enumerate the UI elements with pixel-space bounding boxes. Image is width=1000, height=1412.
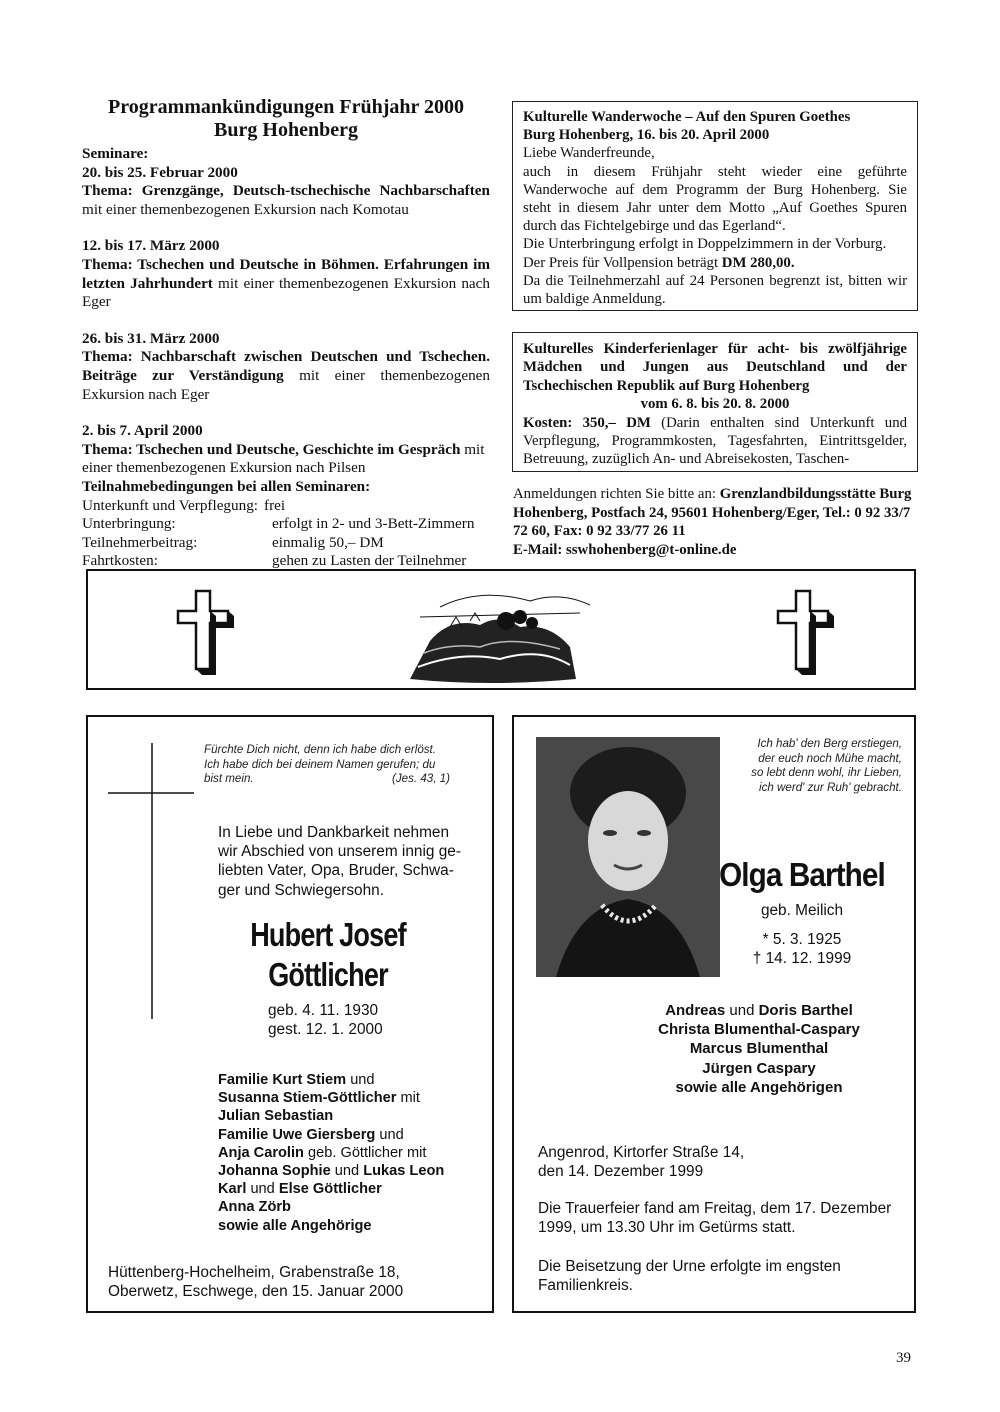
hiking-week-accommodation: Die Unterbringung erfolgt in Doppelzimmern in der Vorburg. bbox=[523, 236, 887, 253]
deceased-name: Olga Barthel bbox=[719, 856, 885, 893]
cross-icon bbox=[778, 591, 834, 675]
conditions-heading: Teilnahmebedingungen bei allen Seminaren: bbox=[82, 477, 371, 495]
seminar-1-theme: Thema: Grenzgänge, Deutsch-tschechische Nachbarschaften mit einer themenbezogenen Exkursion nach Komotau bbox=[82, 182, 490, 218]
hiking-week-box bbox=[512, 101, 918, 311]
obituary-barthel bbox=[512, 715, 916, 1313]
program-subtitle: Burg Hohenberg bbox=[214, 119, 358, 141]
bible-quote-ref: (Jes. 43, 1) bbox=[392, 772, 450, 786]
program-announcement bbox=[82, 96, 490, 571]
registration-address: Grenzlandbildungsstätte Burg Hohenberg, Postfach 24, 95601 Hohenberg/Eger, Tel.: 0 92 33/7 72 60, Fax: 0 92 33/77 26 11 bbox=[513, 486, 912, 540]
hiking-week-price: Der Preis für Vollpension beträgt DM 280,00. bbox=[523, 254, 795, 271]
seminar-3-date: 26. bis 31. März 2000 bbox=[82, 329, 220, 347]
seminar-2-theme: Thema: Tschechen und Deutsche in Böhmen. Erfahrungen im letzten Jahrhundert mit einer themenbezogenen Exkursion nach Eger bbox=[82, 255, 490, 311]
obituary-goettlicher bbox=[86, 715, 494, 1313]
funeral-note: Die Trauerfeier fand am Freitag, dem 17. Dezember 1999, um 13.30 Uhr im Getürms statt. bbox=[538, 1200, 892, 1237]
life-dates: geb. 4. 11. 1930 gest. 12. 1. 2000 bbox=[268, 1002, 383, 1039]
condition-row: Unterkunft und Verpflegung: frei bbox=[82, 496, 286, 514]
bible-quote: Fürchte Dich nicht, denn ich habe dich erlöst. Ich habe dich bei deinem Namen gerufen; du bist mein. (Jes. 43, 1) bbox=[204, 743, 450, 786]
hiking-week-text: auch in diesem Frühjahr steht wieder eine geführte Wanderwoche auf dem Programm der Burg Hohenberg. Sie steht in diesem Jahr unter dem Motto „Auf Goethes Spuren durch das Fichtelgebirge und das Egerland“. bbox=[523, 163, 907, 235]
seminar-3-theme: Thema: Nachbarschaft zwischen Deutschen und Tschechen. Beiträge zur Verständigung mit einer themenbezogenen Exkursion nach Eger bbox=[82, 348, 490, 403]
children-camp-costs: Kosten: 350,– DM (Darin enthalten sind Unterkunft und Verpflegung, Programmkosten, Tagesfahrten, Eintrittsgelder, Betreuung, zuzüglich An- und Abreisekosten, Taschen- bbox=[523, 414, 907, 468]
hiking-week-title: Kulturelle Wanderwoche – Auf den Spuren Goethes bbox=[523, 109, 851, 125]
memorial-banner bbox=[86, 569, 916, 690]
life-dates: geb. Meilich * 5. 3. 1925 † 14. 12. 1999 bbox=[752, 902, 852, 968]
deceased-name: Hubert Josef Göttlicher bbox=[250, 916, 406, 993]
children-camp-dates: vom 6. 8. bis 20. 8. 2000 bbox=[640, 396, 790, 413]
registration-lead: Anmeldungen richten Sie bitte an: bbox=[513, 486, 716, 502]
hiking-week-subtitle: Burg Hohenberg, 16. bis 20. April 2000 bbox=[523, 127, 770, 144]
hiking-week-limit: Da die Teilnehmerzahl auf 24 Personen begrenzt ist, bitten wir um baldige Anmeldung. bbox=[523, 272, 907, 308]
page-number: 39 bbox=[896, 1350, 911, 1366]
condition-row: Unterbringung: erfolgt in 2- und 3-Bett-Zimmern bbox=[82, 515, 475, 533]
seminar-2-date: 12. bis 17. März 2000 bbox=[82, 237, 220, 255]
registration-email: E-Mail: sswhohenberg@t-online.de bbox=[513, 541, 737, 558]
obituary-intro: In Liebe und Dankbarkeit nehmen wir Abschied von unserem innig ge- liebten Vater, Opa, Bruder, Schwa- ger und Schwiegersohn. bbox=[218, 824, 461, 899]
condition-row: Teilnehmerbeitrag: einmalig 50,– DM bbox=[82, 533, 384, 551]
obituary-place-date: Hüttenberg-Hochelheim, Grabenstraße 18, Oberwetz, Eschwege, den 15. Januar 2000 bbox=[108, 1264, 404, 1301]
children-camp-box bbox=[512, 332, 918, 472]
mourners-list: Andreas und Doris Barthel Christa Blumenthal-Caspary Marcus Blumenthal Jürgen Caspary sowie alle Angehörigen bbox=[658, 1002, 860, 1096]
landscape-engraving-icon bbox=[410, 595, 590, 683]
burial-note: Die Beisetzung der Urne erfolgte im engsten Familienkreis. bbox=[538, 1258, 841, 1295]
portrait-photo bbox=[536, 737, 720, 977]
obituary-place-date: Angenrod, Kirtorfer Straße 14, den 14. Dezember 1999 bbox=[538, 1144, 745, 1181]
seminar-4-theme: Thema: Tschechen und Deutsche, Geschichte im Gespräch mit einer themenbezogenen Exkursion nach Pilsen bbox=[82, 440, 485, 477]
cross-line-icon bbox=[106, 743, 196, 1023]
hiking-week-greeting: Liebe Wanderfreunde, bbox=[523, 145, 655, 162]
seminare-heading: Seminare: bbox=[82, 145, 149, 162]
seminar-4-date: 2. bis 7. April 2000 bbox=[82, 422, 203, 440]
registration-info bbox=[513, 485, 923, 559]
poem-quote: Ich hab' den Berg erstiegen, der euch noch Mühe macht, so lebt denn wohl, ihr Lieben, ich werd' zur Ruh' gebracht. bbox=[751, 737, 902, 794]
program-title: Programmankündigungen Frühjahr 2000 bbox=[108, 96, 464, 118]
cross-icon bbox=[178, 591, 234, 675]
seminar-1-date: 20. bis 25. Februar 2000 bbox=[82, 163, 238, 181]
children-camp-title: Kulturelles Kinderferienlager für acht- bis zwölfjährige Mädchen und Jungen aus Deutschland und der Tschechischen Republik auf Burg Hohenberg bbox=[523, 341, 907, 394]
condition-row: Fahrtkosten: gehen zu Lasten der Teilnehmer bbox=[82, 552, 467, 570]
memorial-banner-art bbox=[88, 571, 914, 688]
mourners-list: Familie Kurt Stiem und Susanna Stiem-Göttlicher mit Julian Sebastian Familie Uwe Giersberg und Anja Carolin geb. Göttlicher mit Johanna Sophie und Lukas Leon Karl und Else Göttlicher Anna Zörb sowie alle Angehörige bbox=[218, 1072, 445, 1234]
